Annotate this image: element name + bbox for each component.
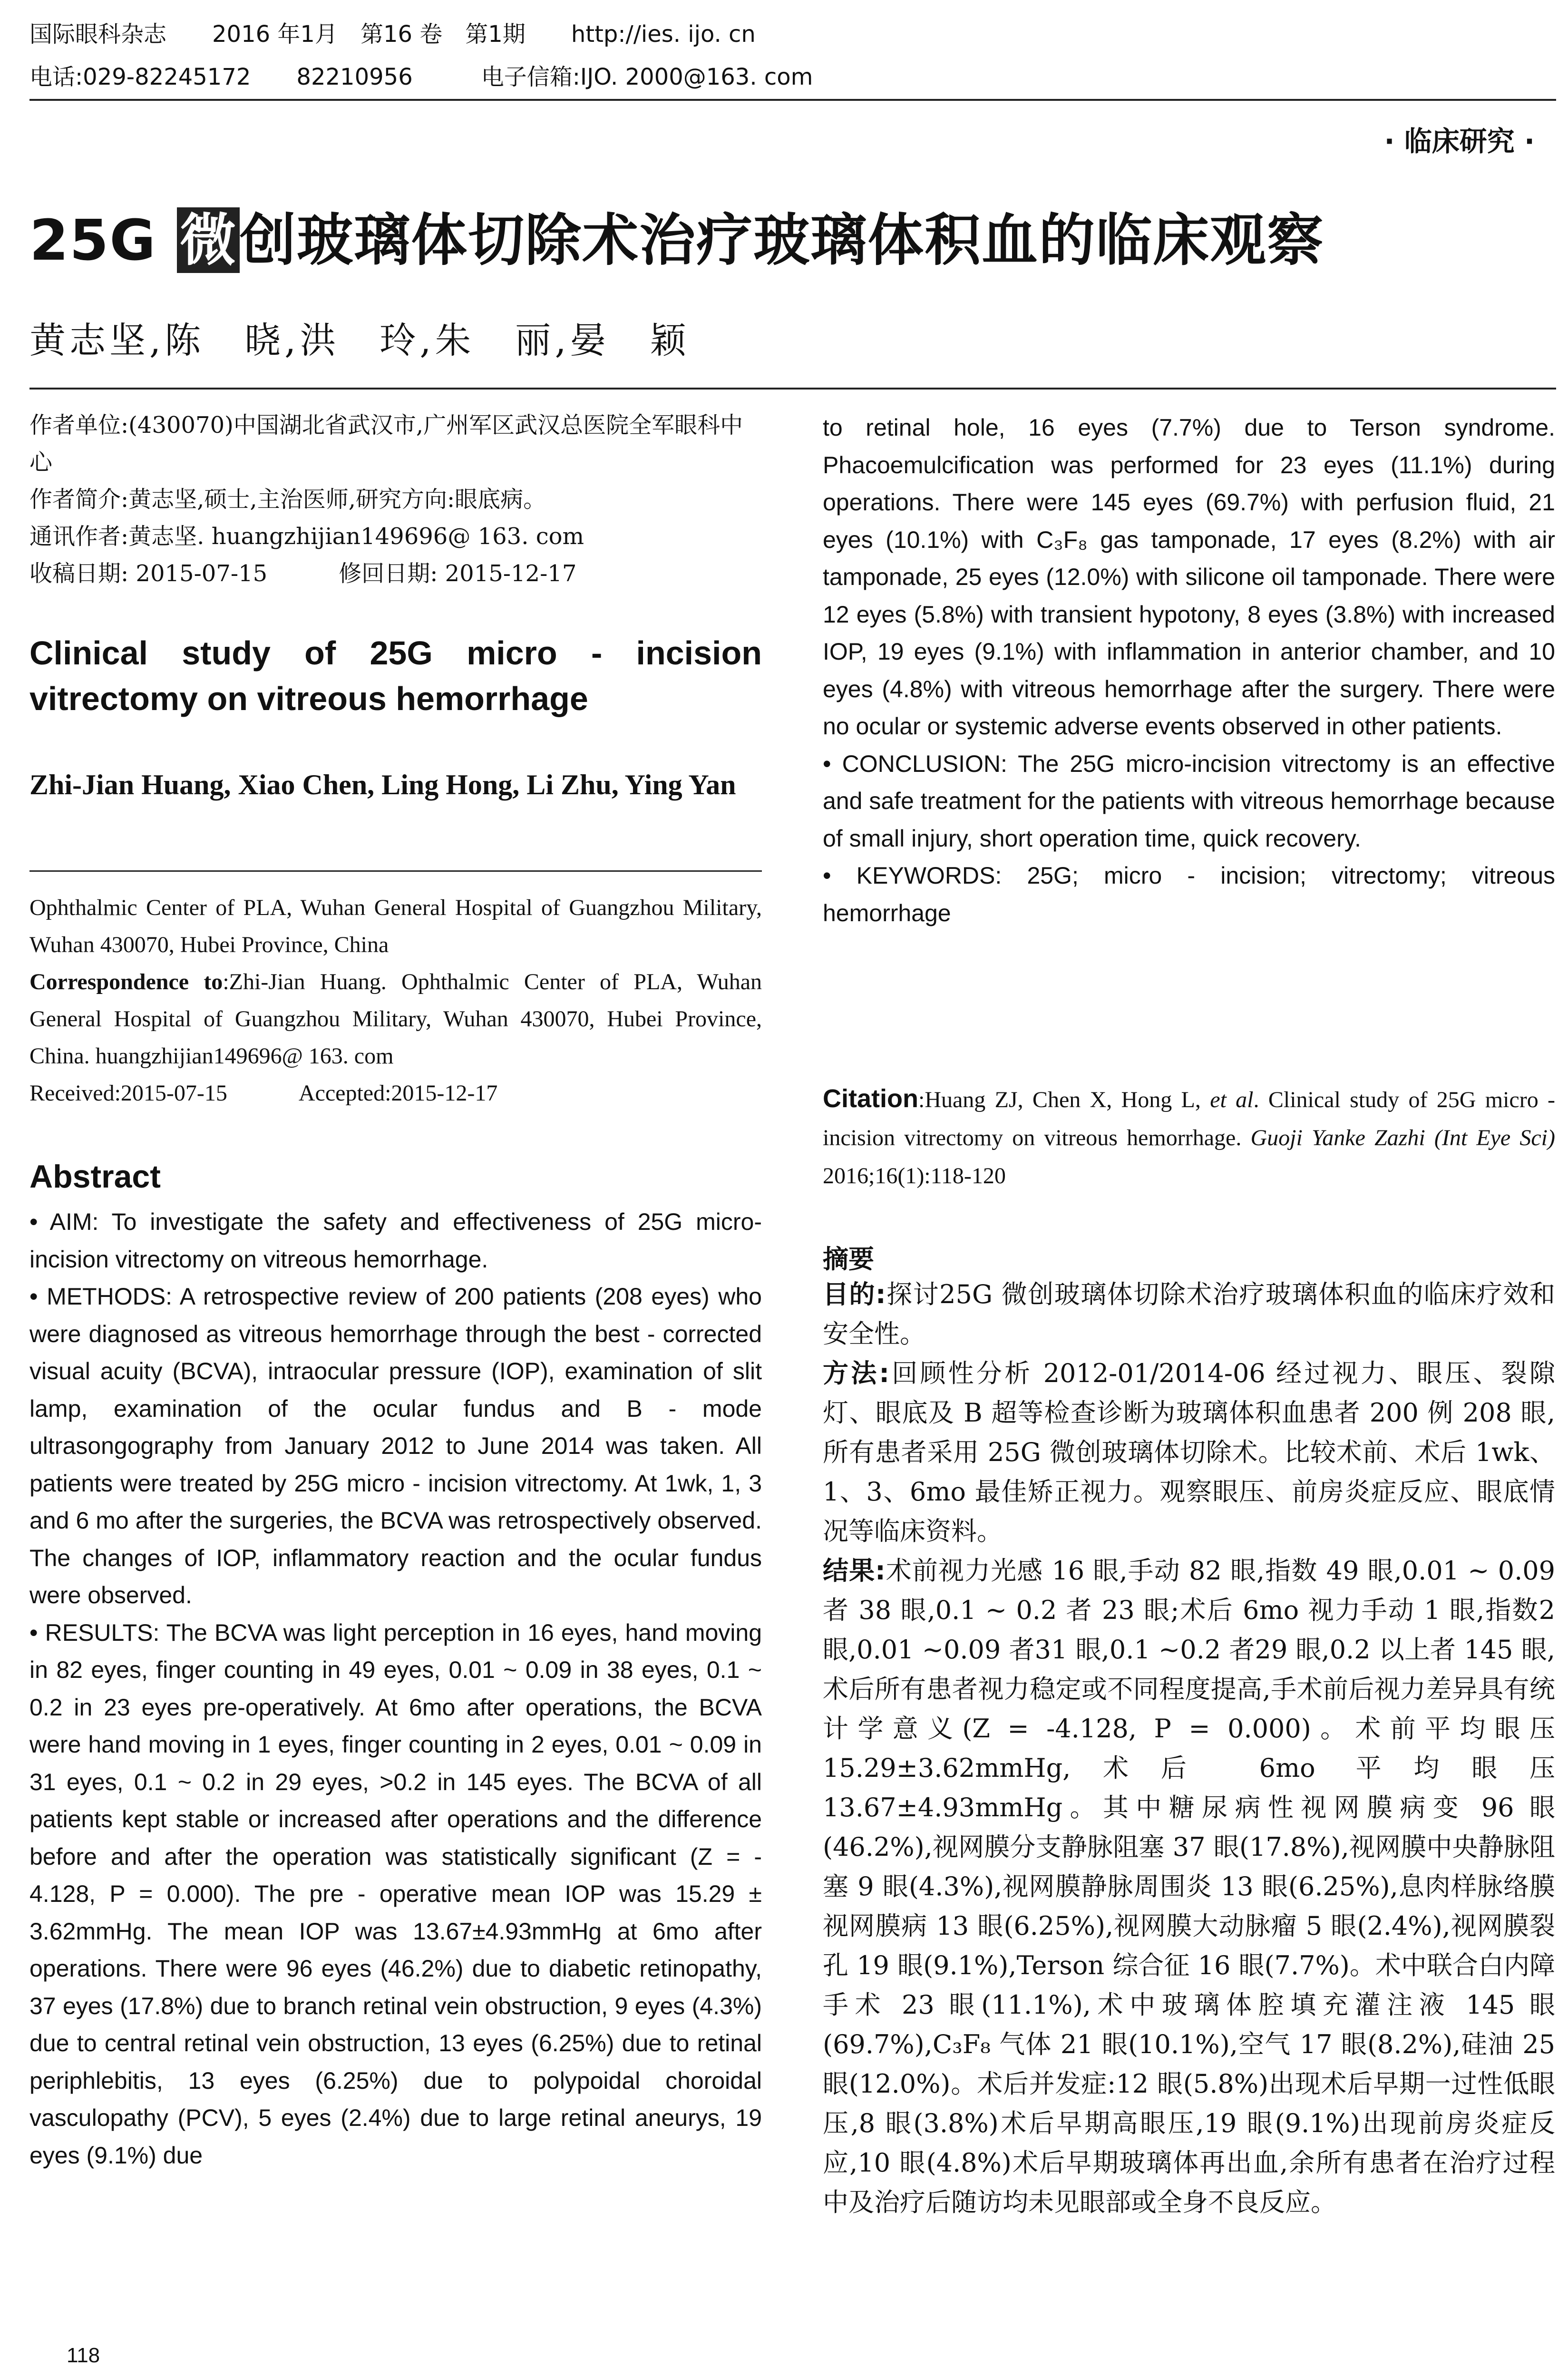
author-meta: [29, 407, 762, 592]
title-prefix: 25G: [29, 207, 177, 273]
citation-volume: 2016;16(1):118-120: [823, 1163, 1006, 1188]
citation-title: . Clinical study of 25G micro - incision vitrectomy on vitreous hemorrhage.: [823, 1087, 1556, 1150]
citation-label: Citation: [823, 1084, 918, 1113]
author-bio: 作者简介:黄志坚,硕士,主治医师,研究方向:眼底病。: [29, 486, 546, 513]
english-title: Clinical study of 25G micro - incision vitrectomy on vitreous hemorrhage: [29, 634, 762, 717]
citation-et-al: et al: [1210, 1087, 1254, 1112]
zh-aim: [823, 1275, 1555, 1354]
journal-header-line2: 电话:029-82245172 82210956 电子信箱:IJO. 2000@163. com: [29, 64, 813, 90]
abstract-left: [29, 1203, 762, 2174]
english-authors: Zhi-Jian Huang, Xiao Chen, Ling Hong, Li Zhu, Ying Yan: [29, 769, 736, 800]
zh-abstract-body: [823, 1275, 1555, 2222]
citation: [823, 1080, 1555, 1195]
citation-journal: Guoji Yanke Zazhi (Int Eye Sci): [1250, 1125, 1555, 1150]
abstract-aim: • AIM: To investigate the safety and effectiveness of 25G micro-incision vitrectomy on vitreous hemorrhage.: [29, 1208, 762, 1273]
title-divider: [29, 388, 1556, 390]
zh-aim-text: 探讨25G 微创玻璃体切除术治疗玻璃体积血的临床疗效和安全性。: [823, 1279, 1555, 1349]
zh-methods-text: 回顾性分析 2012-01/2014-06 经过视力、眼压、裂隙灯、眼底及 B 超等检查诊断为玻璃体积血患者 200 例 208 眼,所有患者采用 25G 微创玻璃体切除术。比较术前、术后 1wk、1、3、6mo 最佳矫正视力。观察眼压、前房炎症反应、眼底情况等临床资料。: [823, 1358, 1555, 1546]
zh-results-text: 术前视力光感 16 眼,手动 82 眼,指数 49 眼,0.01 ~ 0.09 者 38 眼,0.1 ~ 0.2 者 23 眼;术后 6mo 视力手动 1 眼,指数2 眼,0.01 ~0.09 者31 眼,0.1 ~0.2 者29 眼,0.2 以上者 145 眼,术后所有患者视力稳定或不同程度提高,手术前后视力差异具有统计学意义(Z = -4.128, P = 0.000)。术前平均眼压 15.29±3.62mmHg,术后 6mo 平均眼压 13.67±4.93mmHg。其中糖尿病性视网膜病变 96 眼(46.2%),视网膜分支静脉阻塞 37 眼(17.8%),视网膜中央静脉阻塞 9 眼(4.3%),视网膜静脉周围炎 13 眼(6.25%),息肉样脉络膜视网膜病 13 眼(6.25%),视网膜大动脉瘤 5 眼(2.4%),视网膜裂孔 19 眼(9.1%),Terson 综合征 16 眼(7.7%)。术中联合白内障手术 23 眼(11.1%),术中玻璃体腔填充灌注液 145 眼(69.7%),C₃F₈ 气体 21 眼(10.1%),空气 17 眼(8.2%),硅油 25 眼(12.0%)。术后并发症:12 眼(5.8%)出现术后早期一过性低眼压,8 眼(3.8%)术后早期高眼压,19 眼(9.1%)出现前房炎症反应,10 眼(4.8%)术后早期玻璃体再出血,余所有患者在治疗过程中及治疗后随访均未见眼部或全身不良反应。: [823, 1556, 1555, 2217]
article-authors: 黄志坚,陈 晓,洪 玲,朱 丽,晏 颖: [29, 319, 690, 361]
header-divider: [29, 99, 1556, 101]
citation-authors: :Huang ZJ, Chen X, Hong L,: [918, 1087, 1210, 1112]
zh-results: [823, 1551, 1555, 2222]
affiliation: Ophthalmic Center of PLA, Wuhan General Hospital of Guangzhou Military, Wuhan 430070, Hubei Province, China: [29, 895, 762, 957]
abstract-right: [823, 409, 1555, 932]
journal-header-line1: 国际眼科杂志 2016 年1月 第16 卷 第1期 http://ies. ijo. cn: [29, 21, 756, 48]
page-number: 118: [67, 2344, 100, 2367]
affiliation-divider: [29, 870, 762, 872]
accepted-en: Accepted:2015-12-17: [298, 1081, 498, 1106]
abstract-conclusion: • CONCLUSION: The 25G micro-incision vitrectomy is an effective and safe treatment for the patients with vitreous hemorrhage because of small injury, short operation time, quick recovery.: [823, 750, 1555, 852]
zh-aim-label: 目的:: [823, 1279, 886, 1309]
title-highlight: 微: [177, 207, 240, 273]
abstract-results-part1: • RESULTS: The BCVA was light perception in 16 eyes, hand moving in 82 eyes, finger counting in 49 eyes, 0.01 ~ 0.09 in 38 eyes, 0.1 ~ 0.2 in 23 eyes pre-operatively. At 6mo after operations, the BCVA were hand moving in 1 eyes, finger counting in 2 eyes, 0.01 ~ 0.09 in 31 eyes, 0.1 ~ 0.2 in 29 eyes, >0.2 in 145 eyes. The BCVA of all patients kept stable or increased after operations and the difference before and after the operation was statistically significant (Z = - 4.128, P = 0.000). The pre - operative mean IOP was 15.29 ± 3.62mmHg. The mean IOP was 13.67±4.93mmHg at 6mo after operations. There were 96 eyes (46.2%) due to diabetic retinopathy, 37 eyes (17.8%) due to branch retinal vein obstruction, 9 eyes (4.3%) due to central retinal vein obstruction, 13 eyes (6.25%) due to retinal periphlebitis, 13 eyes (6.25%) due to polypoidal choroidal vasculopathy (PCV), 5 eyes (2.4%) due to large retinal aneurys, 19 eyes (9.1%) due: [29, 1619, 762, 2169]
received-en: Received:2015-07-15: [29, 1081, 227, 1106]
author-unit: 作者单位:(430070)中国湖北省武汉市,广州军区武汉总医院全军眼科中心: [29, 412, 743, 476]
correspondence-text: :Zhi-Jian Huang. Ophthalmic Center of PLA, Wuhan General Hospital of Guangzhou Military, Wuhan 430070, Hubei Province, China. huangzhijian149696@ 163. com: [29, 969, 762, 1069]
zh-abstract-heading: 摘要: [823, 1244, 874, 1274]
title-rest: 创玻璃体切除术治疗玻璃体积血的临床观察: [240, 207, 1325, 273]
corresponding-author: 通讯作者:黄志坚. huangzhijian149696@ 163. com: [29, 523, 584, 550]
zh-methods-label: 方法:: [823, 1358, 890, 1388]
abstract-heading: Abstract: [29, 1159, 161, 1195]
abstract-methods: • METHODS: A retrospective review of 200 patients (208 eyes) who were diagnosed as vitreous hemorrhage through the best - corrected visual acuity (BCVA), intraocular pressure (IOP), examination of slit lamp, examination of the ocular fundus and B - mode ultrasongography from January 2012 to June 2014 was taken. All patients were treated by 25G micro - incision vitrectomy. At 1wk, 1, 3 and 6 mo after the surgeries, the BCVA was retrospectively observed. The changes of IOP, inflammatory reaction and the ocular fundus were observed.: [29, 1283, 762, 1608]
abstract-keywords: • KEYWORDS: 25G; micro - incision; vitrectomy; vitreous hemorrhage: [823, 862, 1555, 926]
zh-results-label: 结果:: [823, 1556, 886, 1586]
affiliation-block: [29, 889, 762, 1112]
correspondence-label: Correspondence to: [29, 969, 223, 994]
zh-methods: [823, 1354, 1555, 1551]
correspondence: [29, 964, 762, 1075]
english-dates: [29, 1075, 762, 1112]
abstract-results-part2: to retinal hole, 16 eyes (7.7%) due to Terson syndrome. Phacoemulcification was performed for 23 eyes (11.1%) during operations. There were 145 eyes (69.7%) with perfusion fluid, 21 eyes (10.1%) with C₃F₈ gas tamponade, 17 eyes (8.2%) with air tamponade, 25 eyes (12.0%) with silicone oil tamponade. There were 12 eyes (5.8%) with transient hypotony, 8 eyes (3.8%) with increased IOP, 19 eyes (9.1%) with inflammation in anterior chamber, and 10 eyes (4.8%) with vitreous hemorrhage after the surgery. There were no ocular or systemic adverse events observed in other patients.: [823, 414, 1555, 740]
article-title: [29, 195, 1324, 276]
received-date: 收稿日期: 2015-07-15: [29, 560, 268, 587]
revised-date: 修回日期: 2015-12-17: [339, 560, 577, 587]
date-row: [29, 555, 762, 592]
section-tag: · 临床研究 ·: [1384, 125, 1535, 157]
